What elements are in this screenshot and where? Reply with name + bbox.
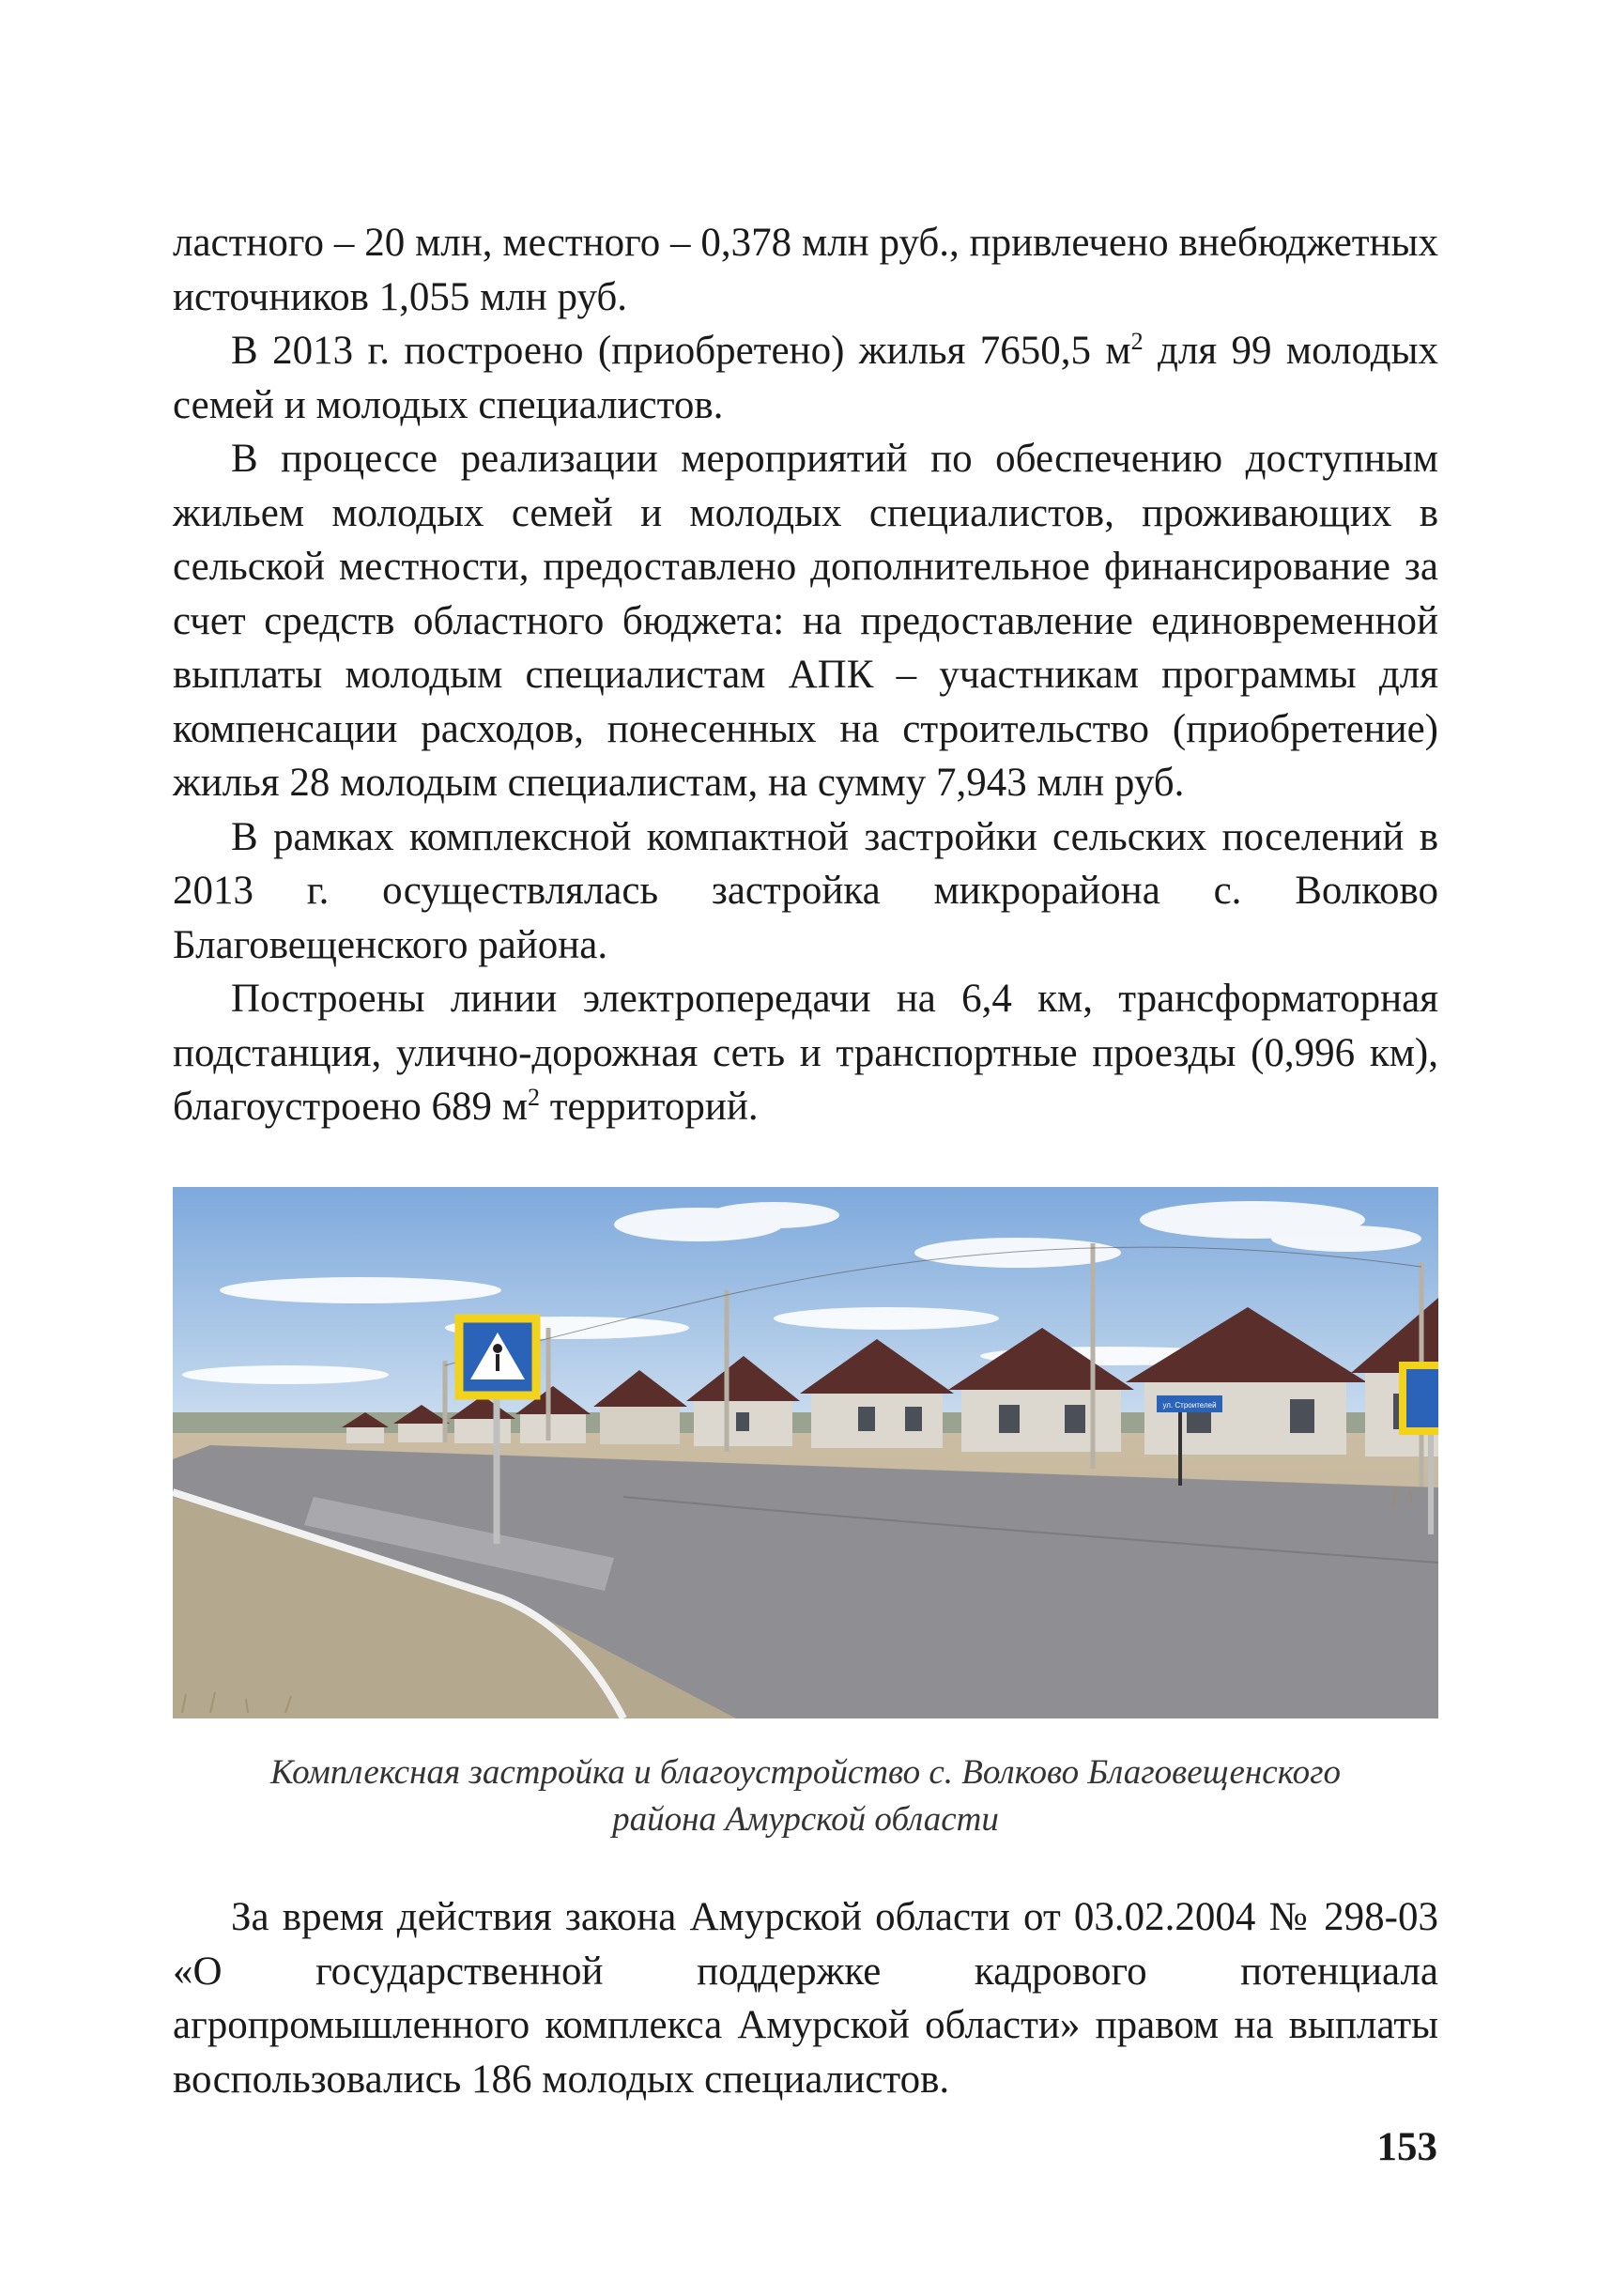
caption-line-1: Комплексная застройка и благоустройство с. Волково Благовещенского <box>269 1753 1342 1792</box>
body-text-top <box>173 216 1438 1134</box>
paragraph-1: ластного – 20 млн, местного – 0,378 млн руб., привлечено внебюджетных источников 1,055 млн руб. <box>173 221 1438 319</box>
superscript-2: 2 <box>528 1084 541 1111</box>
superscript-2: 2 <box>1130 328 1144 355</box>
photo-caption <box>173 1749 1438 1843</box>
paragraph-6: За время действия закона Амурской области от 03.02.2004 № 298-03 «О государственной поддержке кадрового потенциала агропромышленного комплекса Амурской области» правом на выплаты воспользовались 186 молодых специалистов. <box>173 1895 1438 2102</box>
paragraph-5: Построены линии электропередачи на 6,4 км, трансформаторная подстанция, улично-дорожная сеть и транспортные проезды (0,996 км), благоустроено 689 $м^2$ территорий. <box>173 977 1438 1129</box>
paragraph-3: В процессе реализации мероприятий по обеспечению доступным жильем молодых семей и молодых специалистов, проживающих в сельской местности, предоставлено дополнительное финансирование за счет средств областного бюджета: на предоставление единовременной выплаты молодым специалистам АПК – участникам программы для компенсации расходов, понесенных на строительство (приобретение) жилья 28 молодым специалистам, на сумму 7,943 млн руб. <box>173 437 1438 805</box>
body-text-bottom <box>173 1890 1438 2106</box>
paragraph-4: В рамках комплексной компактной застройки сельских поселений в 2013 г. осуществлялась застройка микрорайона с. Волково Благовещенского района. <box>173 814 1438 967</box>
caption-line-2: района Амурской области <box>612 1800 999 1839</box>
village-photo <box>173 1187 1438 1718</box>
street-sign-text: ул. Строителей <box>1162 1401 1217 1410</box>
paragraph-2: В 2013 г. построено (приобретено) жилья 7650,5 $м^2$ для 99 молодых семей и молодых специалистов. <box>173 328 1439 427</box>
page-number: 153 <box>1376 2125 1437 2169</box>
